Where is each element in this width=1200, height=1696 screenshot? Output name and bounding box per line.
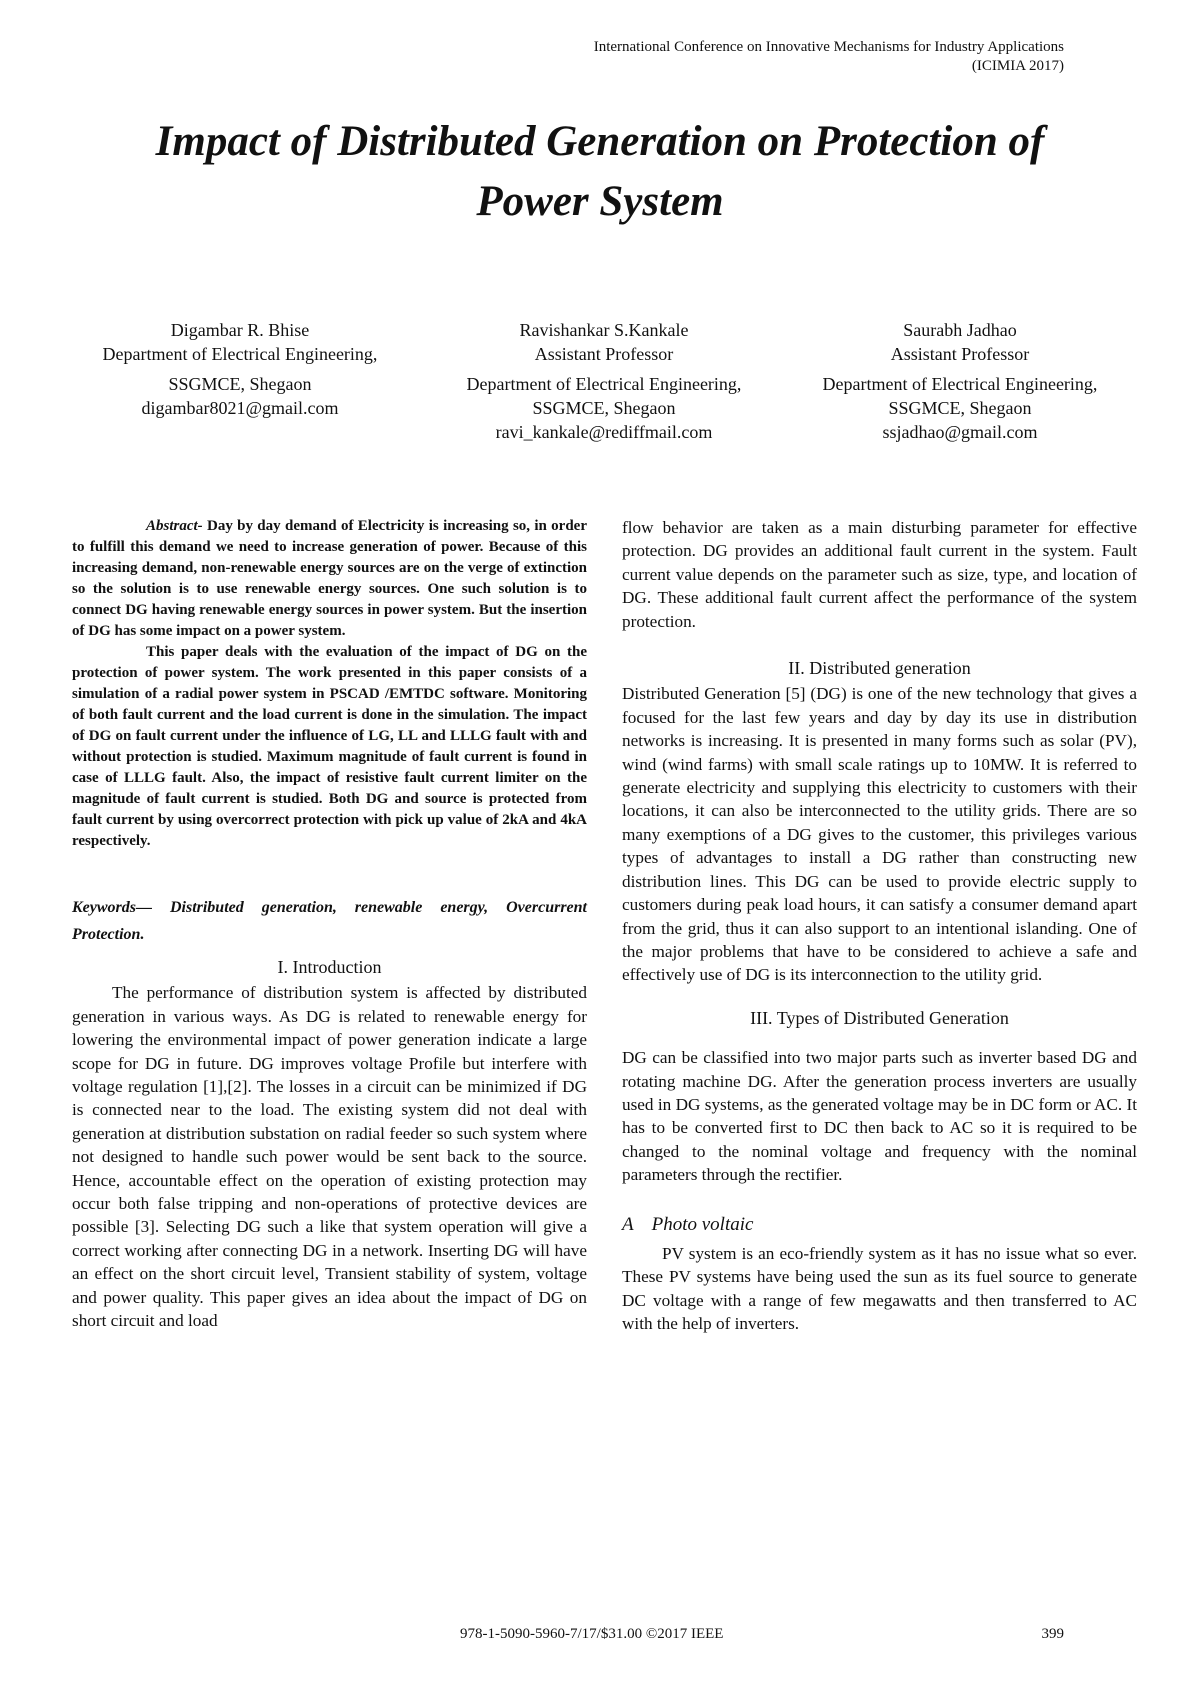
abstract-label: Abstract- — [146, 518, 203, 534]
abstract-paragraph-2: This paper deals with the evaluation of the impact of DG on the protection of power system. The work presented in this paper consists of a simulation of a radial power system in PSCAD /EMTDC software. Monitoring of both fault current and the load current is done in the simulation. The impact of DG on fault current under the influence of LG, LL and LLLG fault with and without protection is studied. Maximum magnitude of fault current is found in case of LLLG fault. Also, the impact of resistive fault current limiter on the magnitude of fault current is studied. Both DG and source is protected from fault current by using overcorrect protection with pick up value of 2kA and 4kA respectively. — [72, 644, 587, 849]
author-department: Department of Electrical Engineering, — [466, 374, 742, 394]
page-number: 399 — [1041, 1626, 1064, 1642]
author-email: ssjadhao@gmail.com — [882, 422, 1038, 442]
abstract — [72, 516, 587, 852]
author-institution: SSGMCE, Shegaon — [168, 374, 312, 394]
footer-isbn: 978-1-5090-5960-7/17/$31.00 ©2017 IEEE — [460, 1626, 724, 1642]
author-institution: SSGMCE, Shegaon — [888, 398, 1032, 418]
section-heading-types: III. Types of Distributed Generation — [750, 1007, 1009, 1028]
subsection-heading-photovoltaic — [622, 1213, 1137, 1236]
author-name: Digambar R. Bhise — [170, 320, 310, 340]
abstract-text-1: Day by day demand of Electricity is increasing so, in order to fulfill this demand we need to increase generation of power. Because of this increasing demand, non-renewable energy sources are on the verge of extinction so the solution is to use renewable energy sources. One such solution is to connect DG having renewable energy sources in power system. But the insertion of DG has some impact on a power system. — [72, 518, 587, 639]
title-line-2: Power System — [476, 178, 724, 225]
distributed-generation-text: Distributed Generation [5] (DG) is one of the new technology that gives a focused for the last few years and day by day its use in distribution networks is increasing. It is presented in many forms such as solar (PV), wind (wind farms) with small scale ratings up to 10MW. It is referred to generate electricity and supplying this electricity to customers with their locations, it can also be interconnected to the utility grids. There are so many exemptions of a DG gives to the customer, this privileges various types of advantages to install a DG rather than constructing new distribution lines. This DG can be used to provide electric supply to customers during peak load hours, it can satisfy a consumer demand apart from the grid, thus it can also support to an intentional islanding. One of the major problems that have to be considered to achieve a safe and effectively use of DG is its interconnection to the utility grid. — [622, 684, 1137, 985]
author-email: ravi_kankale@rediffmail.com — [495, 422, 713, 442]
left-column — [72, 516, 587, 1333]
author-role: Assistant Professor — [890, 344, 1030, 364]
author-email: digambar8021@gmail.com — [141, 398, 339, 418]
keywords-label: Keywords— — [72, 899, 152, 916]
photovoltaic-text: PV system is an eco-friendly system as it has no issue what so ever. These PV systems have being used the sun as its fuel source to generate DC voltage with a range of few megawatts and then transferred to AC with the help of inverters. — [622, 1243, 1137, 1334]
abstract-paragraph-1 — [72, 516, 587, 642]
paper-title — [60, 112, 1140, 232]
conference-name: International Conference on Innovative Mechanisms for Industry Applications — [593, 39, 1064, 55]
title-line-1: Impact of Distributed Generation on Protection of — [155, 118, 1045, 165]
author-department: Department of Electrical Engineering, — [102, 344, 378, 364]
author-role: Assistant Professor — [534, 344, 674, 364]
conference-acronym: (ICIMIA 2017) — [971, 58, 1064, 74]
section-heading-introduction: I. Introduction — [277, 957, 382, 977]
types-text: DG can be classified into two major parts such as inverter based DG and rotating machine DG. After the generation process inverters are usually used in DG systems, as the generated voltage may be in DC form or AC. It has to be converted first to DC then back to AC so it is required to be changed to the nominal voltage and frequency with the nominal parameters through the rectifier. — [622, 1048, 1137, 1185]
section-heading-distributed-generation: II. Distributed generation — [788, 658, 971, 679]
introduction-text: The performance of distribution system is affected by distributed generation in various ways. As DG is related to renewable energy for lowering the environmental impact of power generation indicate a large scope for DG in future. DG improves voltage Profile but interfere with voltage regulation [1],[2]. The losses in a circuit can be minimized if DG is connected near to the load. The existing system did not deal with generation at distribution substation on radial feeder so such system where not designed to handle such power would be sent back to the source. Hence, accountable effect on the operation of existing protection may occur both false tripping and non-operations of protective devices are possible [3]. Selecting DG such a like that system operation will give a correct working after connecting DG in a network. Inserting DG will have an effect on the short circuit level, Transient stability of system, voltage and power quality. This paper gives an idea about the impact of DG on short circuit and load — [72, 983, 587, 1331]
author-block-1 — [70, 318, 410, 420]
conference-header — [594, 38, 1064, 76]
keywords — [72, 894, 587, 948]
keywords-text: Distributed generation, renewable energy, Overcurrent Protection. — [72, 899, 587, 943]
author-name: Saurabh Jadhao — [903, 320, 1017, 340]
author-block-2 — [434, 318, 774, 444]
subsection-number: A — [622, 1213, 634, 1235]
introduction-continued-text: flow behavior are taken as a main disturbing parameter for effective protection. DG provides an additional fault current in the system. Fault current value depends on the parameter such as size, type, and location of DG. These additional fault current affect the performance of the system protection. — [622, 518, 1137, 631]
author-institution: SSGMCE, Shegaon — [532, 398, 676, 418]
author-department: Department of Electrical Engineering, — [822, 374, 1098, 394]
author-name: Ravishankar S.Kankale — [519, 320, 689, 340]
right-column — [622, 516, 1137, 1336]
subsection-title: Photo voltaic — [651, 1213, 754, 1235]
author-block-3 — [790, 318, 1130, 444]
